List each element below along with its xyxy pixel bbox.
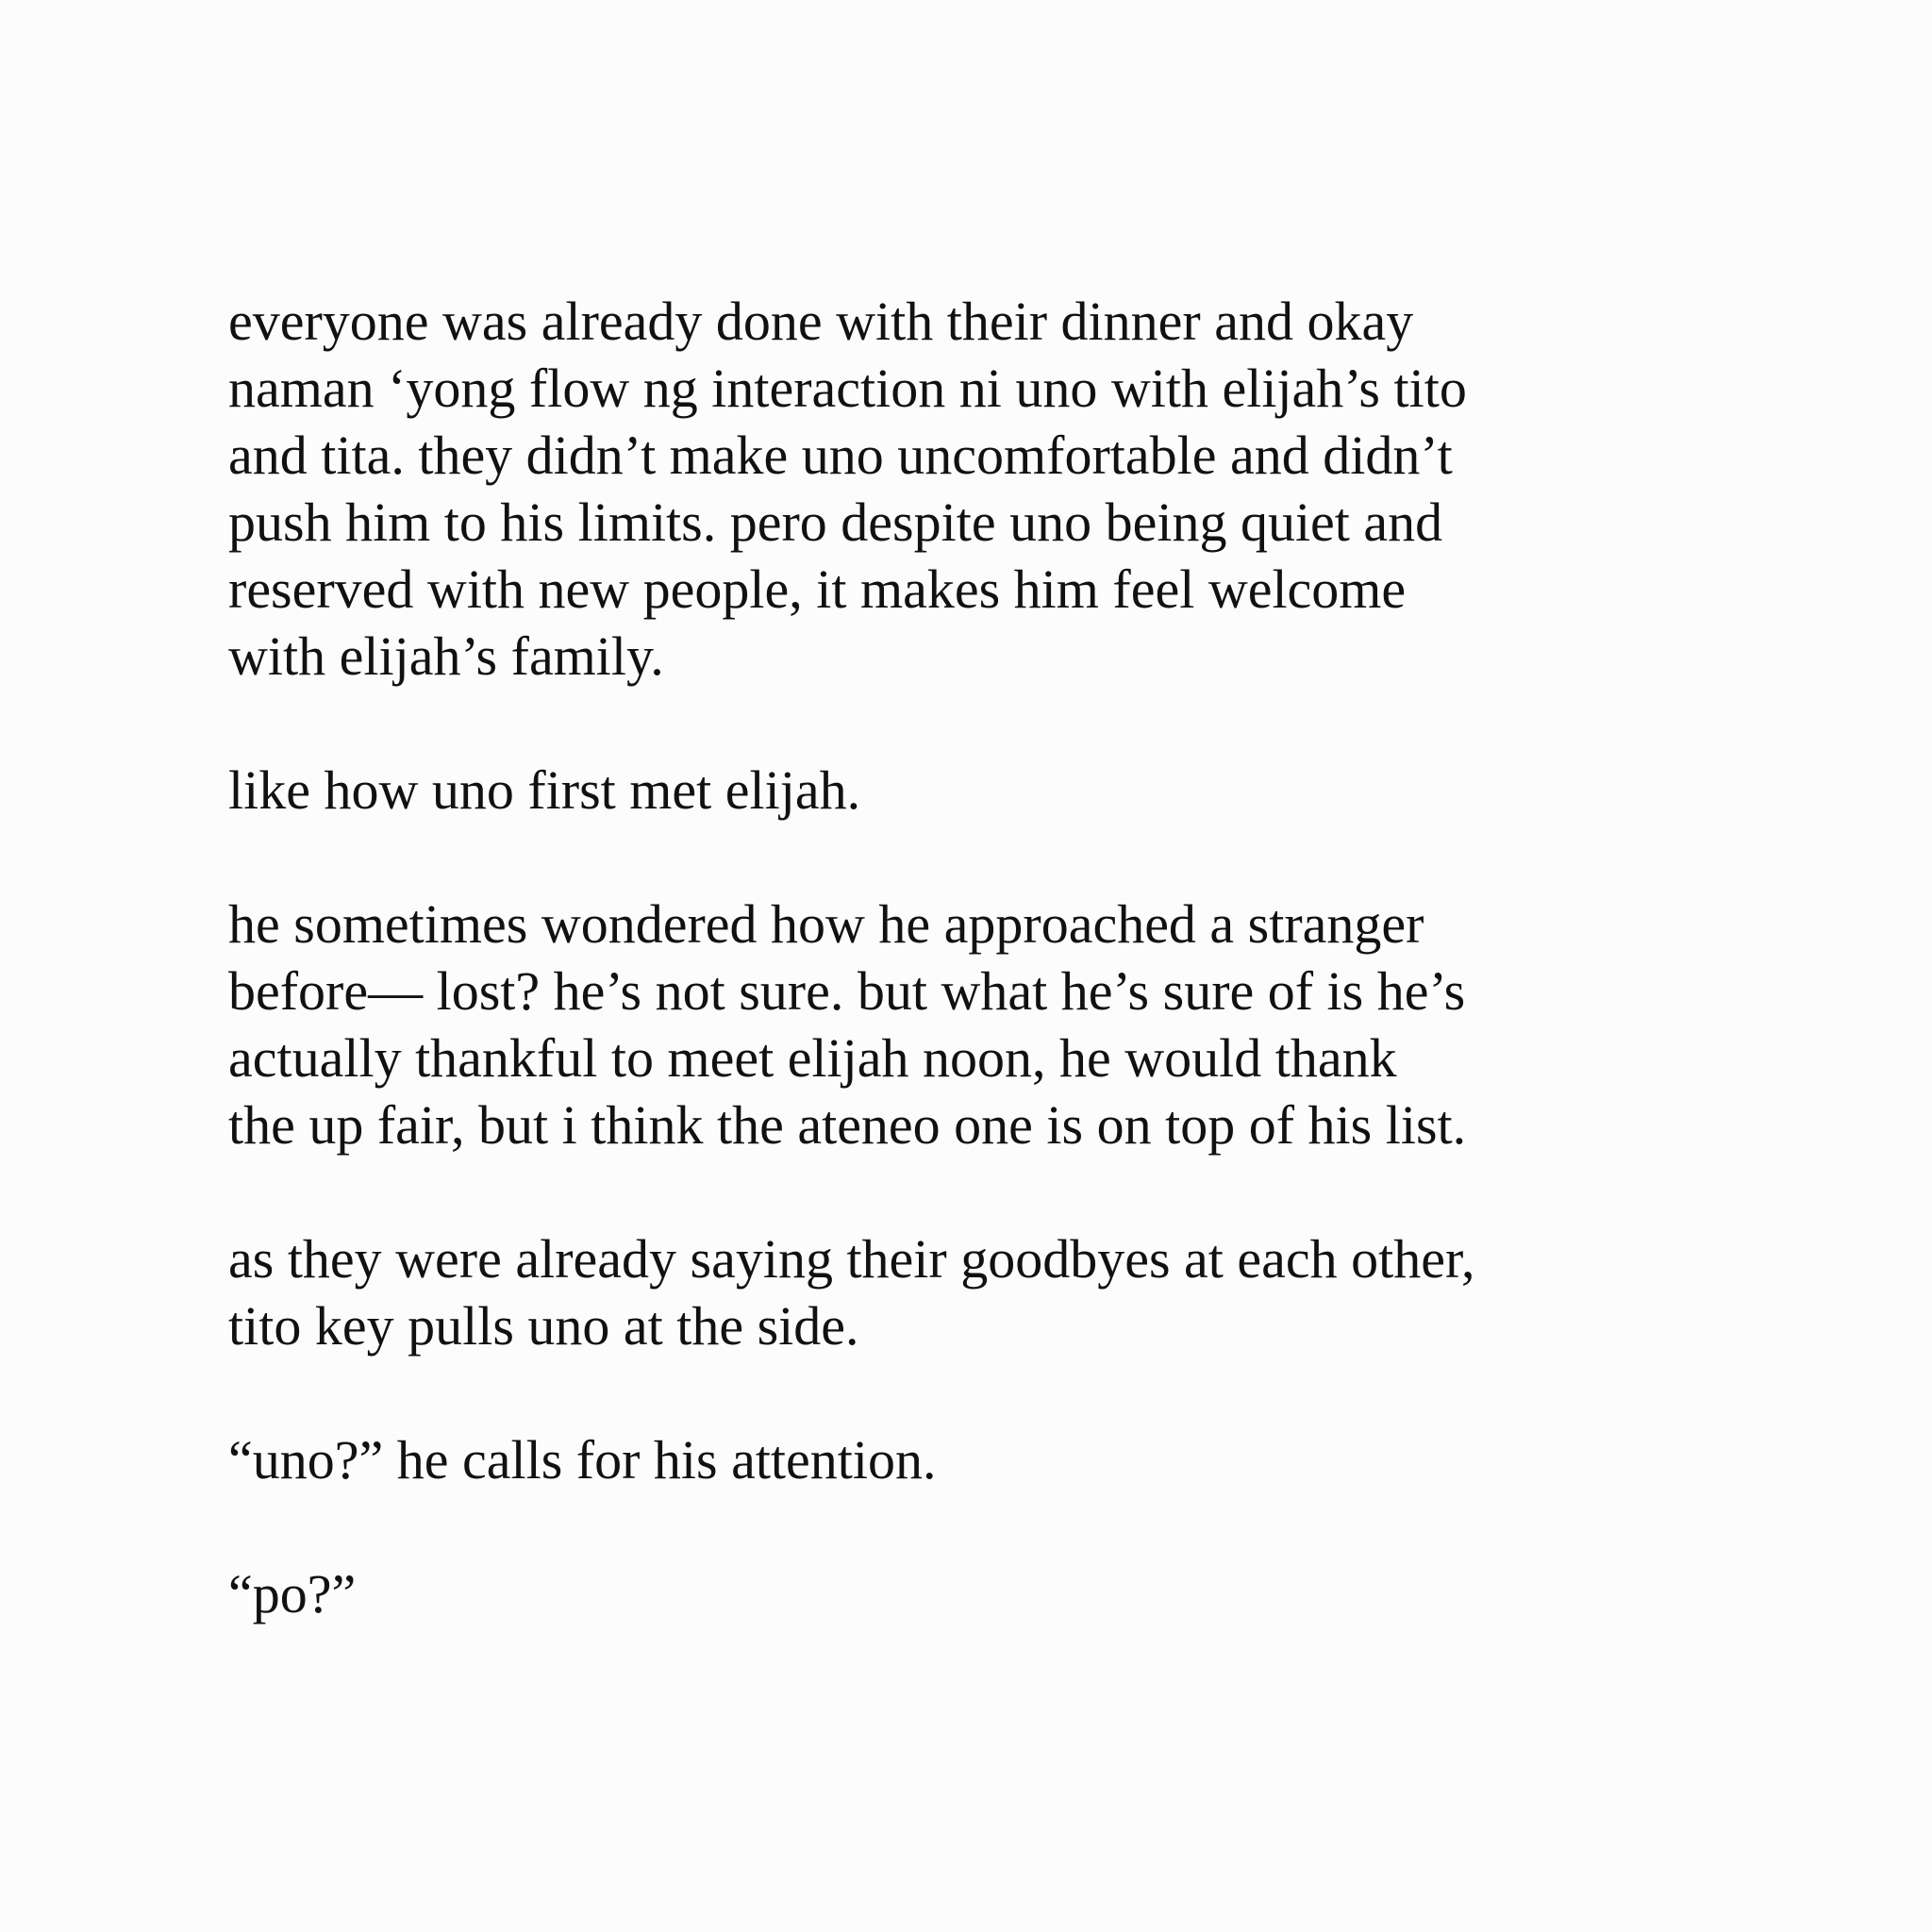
paragraph-6 xyxy=(228,1560,1832,1627)
text-line: everyone was already done with their dinner and okay xyxy=(228,291,1414,352)
paragraph-3 xyxy=(228,891,1832,1158)
text-line: with elijah’s family. xyxy=(228,625,664,687)
paragraph-2 xyxy=(228,757,1832,824)
story-text xyxy=(228,288,1832,1694)
text-line: and tita. they didn’t make uno uncomfortable and didn’t xyxy=(228,425,1453,486)
text-line: he sometimes wondered how he approached a stranger xyxy=(228,893,1424,955)
text-line: tito key pulls uno at the side. xyxy=(228,1295,859,1357)
text-line: “uno?” he calls for his attention. xyxy=(228,1429,937,1491)
text-line: “po?” xyxy=(228,1563,357,1624)
text-line: before— lost? he’s not sure. but what he’s sure of is he’s xyxy=(228,960,1466,1022)
paragraph-4 xyxy=(228,1225,1832,1359)
text-line: the up fair, but i think the ateneo one is on top of his list. xyxy=(228,1094,1467,1156)
text-line: actually thankful to meet elijah noon, he would thank xyxy=(228,1027,1397,1089)
text-line: naman ‘yong flow ng interaction ni uno with elijah’s tito xyxy=(228,358,1467,419)
text-line: push him to his limits. pero despite uno being quiet and xyxy=(228,491,1443,553)
text-line: reserved with new people, it makes him feel welcome xyxy=(228,558,1407,620)
paragraph-1 xyxy=(228,288,1832,690)
text-line: as they were already saying their goodbyes at each other, xyxy=(228,1228,1475,1290)
paragraph-5 xyxy=(228,1426,1832,1493)
text-line: like how uno first met elijah. xyxy=(228,759,861,821)
